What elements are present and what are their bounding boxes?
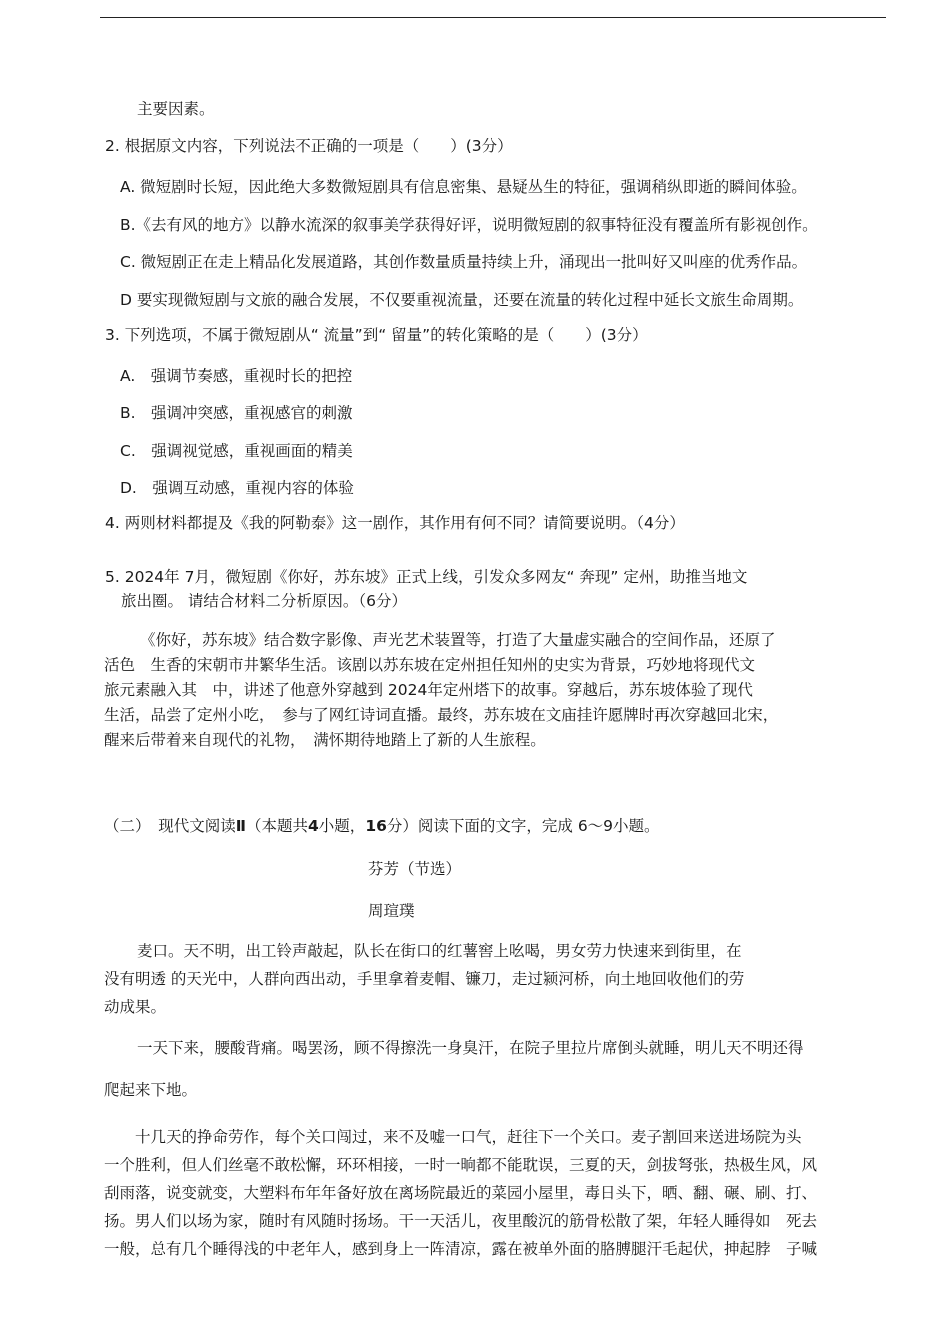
section-heading	[104, 816, 660, 836]
material-line: 醒来后带着来自现代的礼物， 满怀期待地踏上了新的人生旅程。	[104, 731, 546, 749]
material-line: 活色 生香的宋朝市井繁华生活。该剧以苏东坡在定州担任知州的史实为背景，巧妙地将现代文	[104, 656, 756, 674]
article-line: 没有明透 的天光中，人群向西出动，手里拿着麦帽、镰刀，走过颍河桥，向土地回收他们的劳	[104, 970, 745, 988]
question-2: 2. 根据原文内容，下列说法不正确的一项是（ ）(3分）	[105, 137, 513, 155]
article-line: 麦口。天不明，出工铃声敲起，队长在街口的红薯窖上吆喝，男女劳力快速来到街里，在	[137, 942, 742, 960]
section-label: （二） 现代文阅读	[104, 817, 236, 835]
q3-option-c: C. 强调视觉感，重视画面的精美	[120, 442, 353, 460]
q3-option-b: B. 强调冲突感，重视感官的刺激	[120, 404, 353, 422]
article-line: 扬。男人们以场为家，随时有风随时扬场。干一天活儿，夜里酸沉的筋骨松散了架，年轻人睡得如 死去	[104, 1212, 818, 1230]
material-line: 生活，品尝了定州小吃， 参与了网红诗词直播。最终，苏东坡在文庙挂许愿牌时再次穿越回北宋，	[104, 706, 779, 724]
material-line: 《你好，苏东坡》结合数字影像、声光艺术装置等，打造了大量虚实融合的空间作品，还原了	[140, 631, 776, 649]
q3-option-d: D. 强调互动感，重视内容的体验	[120, 479, 354, 497]
article-line: 动成果。	[104, 998, 167, 1016]
section-part: （本题共	[245, 817, 308, 835]
article-line: 十几天的挣命劳作，每个关口闯过，来不及嘘一口气，赶往下一个关口。麦子割回来送进场院为头	[135, 1128, 802, 1146]
article-title: 芬芳（节选）	[368, 860, 462, 878]
q2-option-a: A. 微短剧时长短，因此绝大多数微短剧具有信息密集、悬疑丛生的特征，强调稍纵即逝的瞬间体验。	[120, 178, 807, 196]
question-5: 5. 2024年 7月，微短剧《你好，苏东坡》正式上线，引发众多网友“ 奔现” 定州，助推当地文	[105, 568, 748, 586]
article-line: 刮雨落，说变就变，大塑料布年年备好放在离场院最近的菜园小屋里，毒日头下，晒、翻、碾、刷、打、	[104, 1184, 818, 1202]
q2-option-c: C. 微短剧正在走上精品化发展道路，其创作数量质量持续上升，涌现出一批叫好又叫座的优秀作品。	[120, 253, 808, 271]
article-line: 一般，总有几个睡得浅的中老年人，感到身上一阵清凉，露在被单外面的胳膊腿汗毛起伏，抻起脖 子喊	[104, 1240, 818, 1258]
section-count: 4	[308, 817, 319, 835]
question-4: 4. 两则材料都提及《我的阿勒泰》这一剧作，其作用有何不同？请简要说明。（4分）	[105, 514, 685, 532]
text-line: 主要因素。	[137, 100, 215, 118]
article-author: 周瑄璞	[368, 902, 415, 920]
question-3: 3. 下列选项，不属于微短剧从“ 流量”到“ 留量”的转化策略的是（ ）(3分）	[105, 326, 648, 344]
header-rule	[100, 17, 886, 18]
section-part: 小题，	[318, 817, 366, 835]
material-line: 旅元素融入其 中，讲述了他意外穿越到 2024年定州塔下的故事。穿越后，苏东坡体验了现代	[104, 681, 753, 699]
q2-option-d: D 要实现微短剧与文旅的融合发展，不仅要重视流量，还要在流量的转化过程中延长文旅生命周期。	[120, 291, 804, 309]
article-line: 爬起来下地。	[104, 1081, 198, 1099]
q3-option-a: A. 强调节奏感，重视时长的把控	[120, 367, 353, 385]
article-line: 一个胜利，但人们丝毫不敢松懈，环环相接，一时一晌都不能耽误，三夏的天，剑拔弩张，热极生风，风	[104, 1156, 818, 1174]
section-part: 分）阅读下面的文字，完成 6～9小题。	[386, 817, 660, 835]
article-line: 一天下来，腰酸背痛。喝罢汤，顾不得擦洗一身臭汗，在院子里拉片席倒头就睡，明儿天不明还得	[137, 1039, 804, 1057]
section-roman: Ⅱ	[235, 817, 246, 835]
section-score: 16	[365, 817, 387, 835]
q2-option-b: B.《去有风的地方》以静水流深的叙事美学获得好评，说明微短剧的叙事特征没有覆盖所有影视创作。	[120, 216, 818, 234]
question-5-cont: 旅出圈。 请结合材料二分析原因。（6分）	[121, 592, 408, 610]
